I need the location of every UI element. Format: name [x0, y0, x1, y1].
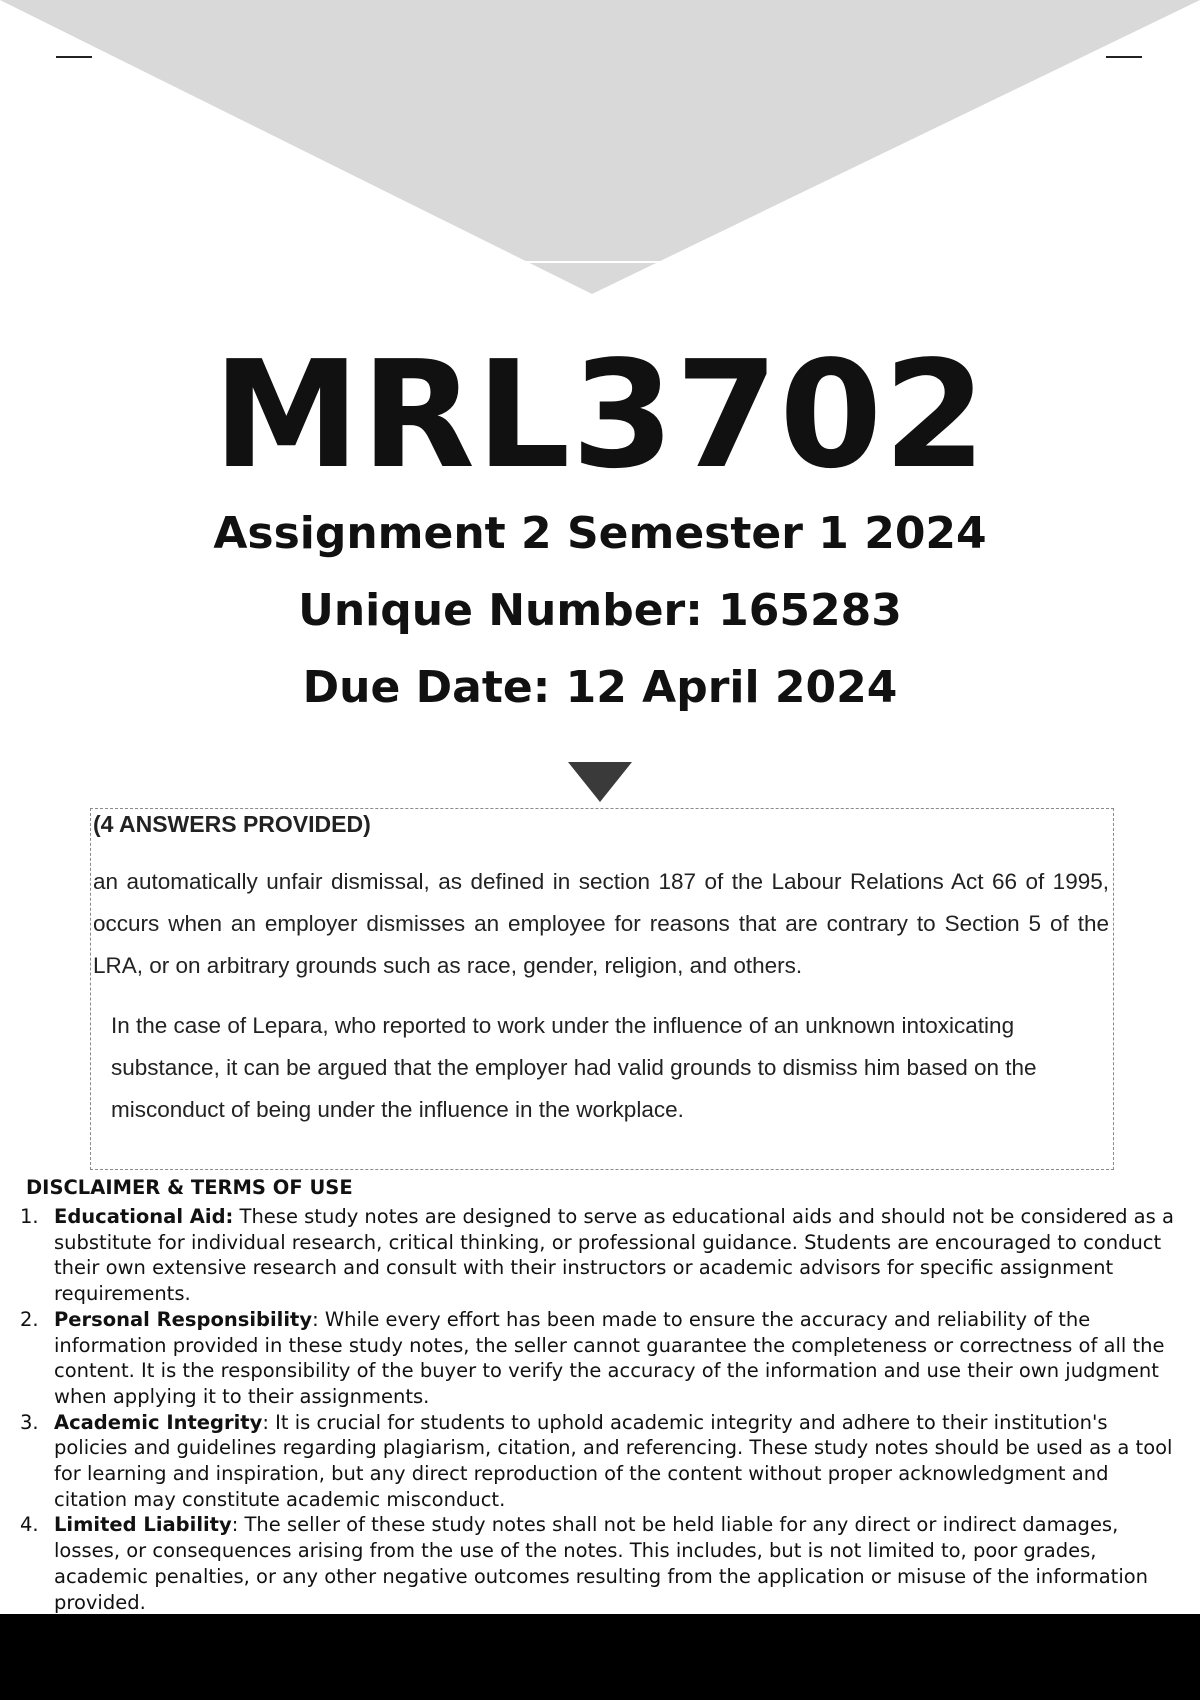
term-item [0, 1410, 1200, 1513]
term-text: : While every effort has been made to ensure the accuracy and reliability of the information provided in these study notes, the seller cannot guarantee the completeness or correctness of all the content. It is the responsibility of the buyer to verify the accuracy of the information and use their own judgment when applying it to their assignments. [54, 1307, 1165, 1408]
down-arrow-icon [568, 762, 632, 802]
term-item [0, 1307, 1200, 1410]
corner-line-right [1106, 56, 1142, 58]
terms-list [0, 1204, 1200, 1615]
term-number: 4. [20, 1513, 39, 1537]
chevron-shape [0, 0, 1200, 294]
term-heading: Personal Responsibility [54, 1307, 313, 1331]
unique-number: Unique Number: 165283 [298, 585, 902, 636]
preview-paragraph-1: an automatically unfair dismissal, as defined in section 187 of the Labour Relations Act 66 of 1995, occurs when an employer dismisses an employee for reasons that are contrary to Section 5 of the LRA, or on arbitrary grounds such as race, gender, religion, and others. [93, 869, 1109, 978]
corner-line-left [56, 56, 92, 58]
term-heading: Academic Integrity [54, 1410, 263, 1434]
top-chevron-decoration [0, 0, 1200, 300]
term-number: 2. [20, 1307, 39, 1331]
term-number: 3. [20, 1410, 39, 1434]
answers-count-label: (4 ANSWERS PROVIDED) [93, 811, 371, 837]
due-date: Due Date: 12 April 2024 [302, 662, 898, 713]
term-item [0, 1204, 1200, 1307]
answer-preview-box [90, 808, 1114, 1170]
disclaimer-title: DISCLAIMER & TERMS OF USE [26, 1176, 353, 1199]
assignment-title: Assignment 2 Semester 1 2024 [213, 508, 987, 559]
term-heading: Educational Aid: [54, 1205, 234, 1228]
term-text: : The seller of these study notes shall not be held liable for any direct or indirect damages, losses, or consequences arising from the use of the notes. This includes, but is not limited to, poor grades, academic penalties, or any other negative outcomes resulting from the application or misuse of the information provided. [54, 1513, 1149, 1614]
course-code: MRL3702 [212, 329, 988, 501]
term-text: : It is crucial for students to uphold academic integrity and adhere to their institution's policies and guidelines regarding plagiarism, citation, and referencing. These study notes should be used as a tool for learning and inspiration, but any direct reproduction of the content without proper acknowledgment and citation may constitute academic misconduct. [54, 1410, 1173, 1511]
term-heading: Limited Liability [54, 1513, 232, 1537]
term-text: These study notes are designed to serve as educational aids and should not be considered as a substitute for individual research, critical thinking, or professional guidance. Students are encouraged to conduct their own extensive research and consult with their instructors or academic advisors for specific assignment requirements. [54, 1205, 1174, 1306]
term-number: 1. [20, 1205, 39, 1228]
preview-paragraph-2: In the case of Lepara, who reported to work under the influence of an unknown intoxicating substance, it can be argued that the employer had valid grounds to dismiss him based on the misconduct of being under the influence in the workplace. [111, 1013, 1037, 1122]
bottom-black-bar [0, 1614, 1200, 1700]
term-item [0, 1512, 1200, 1615]
